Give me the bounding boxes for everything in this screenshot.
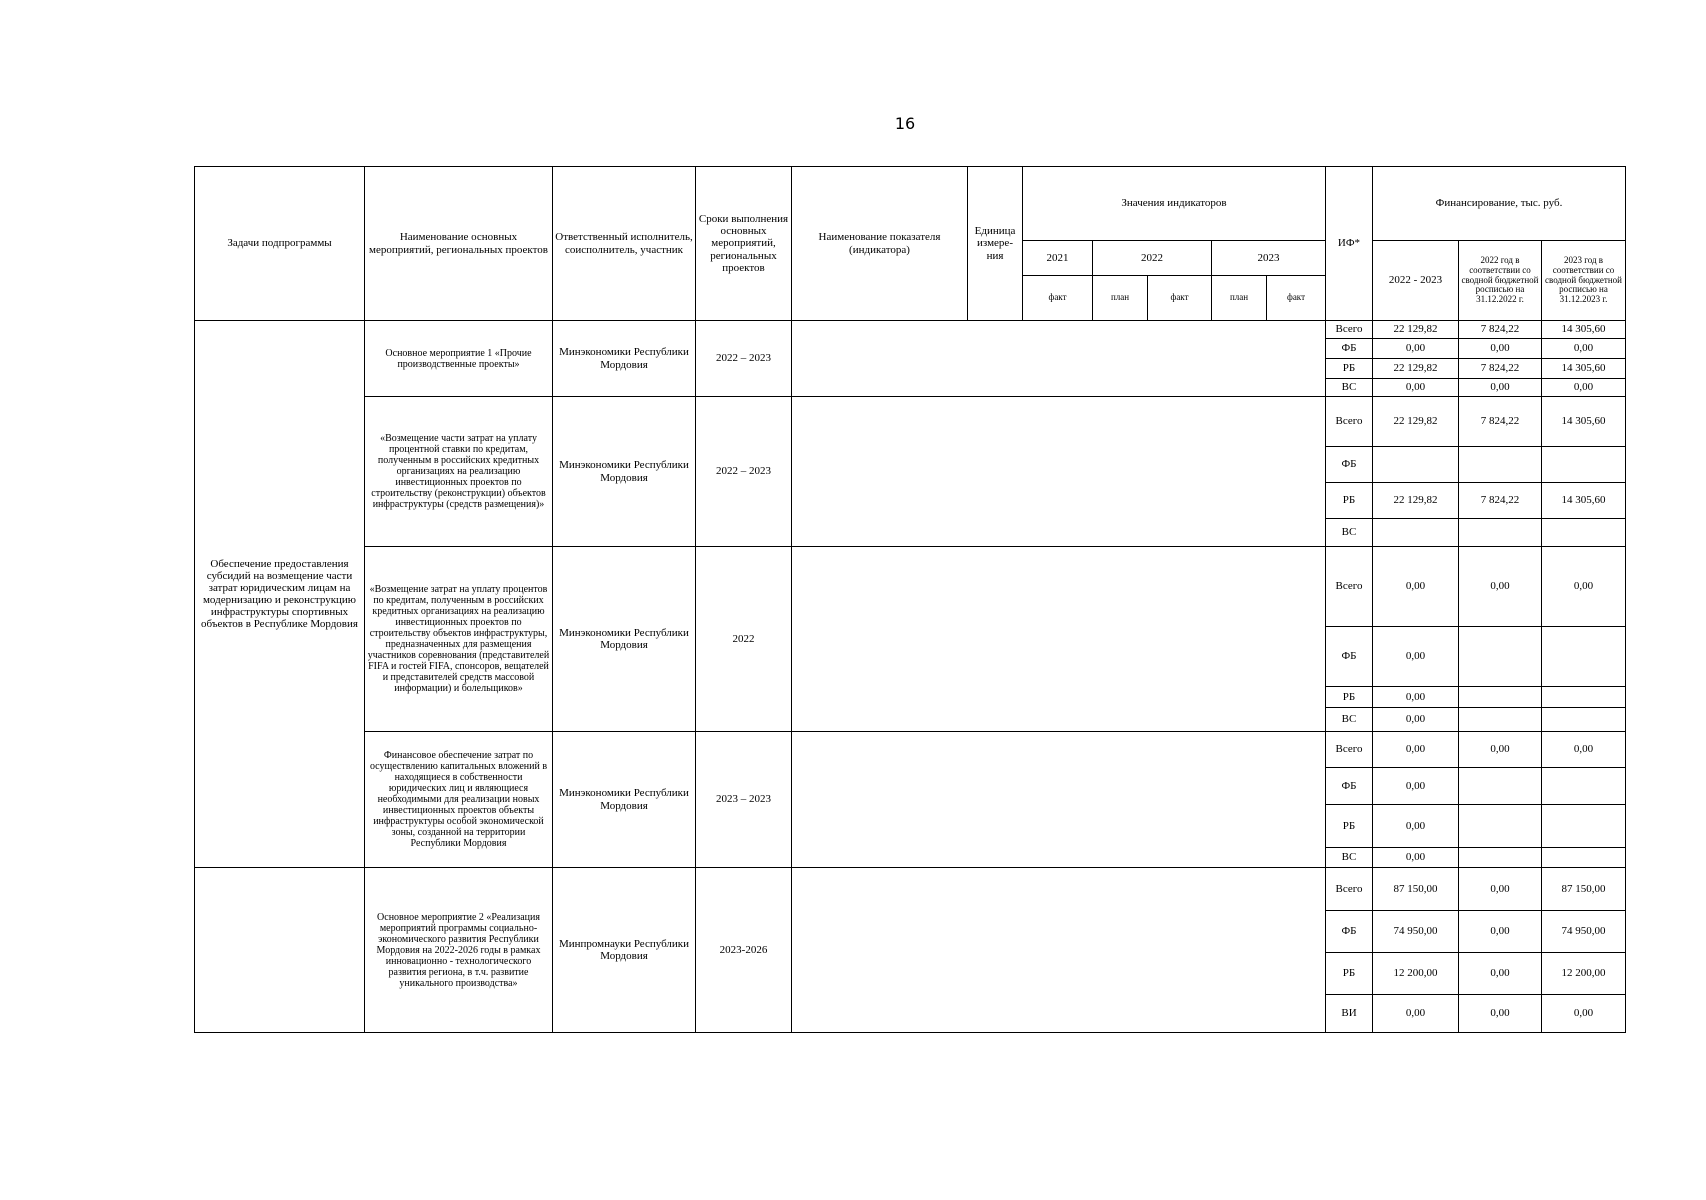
- fin-total: 0,00: [1373, 848, 1459, 868]
- fin-2022: [1459, 519, 1542, 547]
- header-tasks: Задачи подпрограммы: [195, 167, 365, 321]
- if-cell: РБ: [1326, 687, 1373, 708]
- if-cell: Всего: [1326, 397, 1373, 447]
- fin-2022: 7 824,22: [1459, 359, 1542, 379]
- indicator-empty-area: [792, 732, 1326, 868]
- activity-name: «Возмещение затрат на уплату процентов по кредитам, полученным в российских кредитных организациях на реализацию инвестиционных проектов по строительству объектов инфраструктуры, предназначенных для размещения участников соревнования (представителей FIFA и гостей FIFA, спонсоров, вещателей и представителей средств массовой информации) и болельщиков»: [365, 547, 553, 732]
- header-indicator-name: Наименование показателя (индикатора): [792, 167, 968, 321]
- program-table: [194, 166, 1626, 1033]
- fin-2022: 7 824,22: [1459, 397, 1542, 447]
- fin-2022: [1459, 447, 1542, 483]
- fin-total: 22 129,82: [1373, 321, 1459, 339]
- fin-2022: [1459, 805, 1542, 848]
- indicator-empty-area: [792, 547, 1326, 732]
- fin-2022: 0,00: [1459, 379, 1542, 397]
- header-terms: Сроки выполнения основных мероприятий, региональных проектов: [696, 167, 792, 321]
- header-fin-2022: 2022 год в соответствии со сводной бюджетной росписью на 31.12.2022 г.: [1459, 241, 1542, 321]
- activity-name: Основное мероприятие 2 «Реализация мероприятий программы социально-экономического развития Республики Мордовия на 2022-2026 годы в рамках инновационно - технологического развития региона, в т.ч. развитие уникального производства»: [365, 868, 553, 1033]
- fin-2023: 0,00: [1542, 995, 1626, 1033]
- header-year-2022: 2022: [1093, 241, 1212, 276]
- header-year-2021: 2021: [1023, 241, 1093, 276]
- fin-2022: 0,00: [1459, 995, 1542, 1033]
- fin-total: 74 950,00: [1373, 911, 1459, 953]
- activity-executor: Минэкономики Республики Мордовия: [553, 547, 696, 732]
- fin-2022: 0,00: [1459, 339, 1542, 359]
- fin-2023: [1542, 447, 1626, 483]
- activity-executor: Минэкономики Республики Мордовия: [553, 321, 696, 397]
- header-fin-2023: 2023 год в соответствии со сводной бюджетной росписью на 31.12.2023 г.: [1542, 241, 1626, 321]
- fin-total: 87 150,00: [1373, 868, 1459, 911]
- header-sub-fact: факт: [1267, 276, 1326, 321]
- header-unit: Единица измере-ния: [968, 167, 1023, 321]
- activity-term: 2023 – 2023: [696, 732, 792, 868]
- fin-total: 0,00: [1373, 995, 1459, 1033]
- fin-2023: 0,00: [1542, 732, 1626, 768]
- activity-name: «Возмещение части затрат на уплату процентной ставки по кредитам, полученным в российских кредитных организациях на реализацию инвестиционных проектов по строительству (реконструкции) объектов инфраструктуры (средств размещения)»: [365, 397, 553, 547]
- indicator-empty-area: [792, 397, 1326, 547]
- fin-2022: [1459, 708, 1542, 732]
- fin-2022: 0,00: [1459, 911, 1542, 953]
- fin-total: 0,00: [1373, 687, 1459, 708]
- fin-2023: 0,00: [1542, 379, 1626, 397]
- fin-2023: [1542, 768, 1626, 805]
- fin-total: 22 129,82: [1373, 359, 1459, 379]
- fin-2022: 0,00: [1459, 953, 1542, 995]
- fin-2022: [1459, 848, 1542, 868]
- fin-total: 0,00: [1373, 708, 1459, 732]
- fin-2023: [1542, 627, 1626, 687]
- if-cell: РБ: [1326, 483, 1373, 519]
- activity-term: 2023-2026: [696, 868, 792, 1033]
- page-number: 16: [894, 114, 916, 133]
- header-sub-fact: факт: [1148, 276, 1212, 321]
- task-cell-empty: [195, 868, 365, 1033]
- fin-total: 0,00: [1373, 805, 1459, 848]
- fin-2022: 0,00: [1459, 732, 1542, 768]
- header-sub-plan: план: [1093, 276, 1148, 321]
- fin-2023: 87 150,00: [1542, 868, 1626, 911]
- if-cell: Всего: [1326, 732, 1373, 768]
- if-cell: ВС: [1326, 379, 1373, 397]
- fin-total: 0,00: [1373, 339, 1459, 359]
- activity-term: 2022 – 2023: [696, 321, 792, 397]
- fin-total: 0,00: [1373, 732, 1459, 768]
- header-activities: Наименование основных мероприятий, региональных проектов: [365, 167, 553, 321]
- fin-2022: [1459, 768, 1542, 805]
- if-cell: Всего: [1326, 868, 1373, 911]
- header-year-2023: 2023: [1212, 241, 1326, 276]
- header-sub-fact: факт: [1023, 276, 1093, 321]
- fin-2023: [1542, 708, 1626, 732]
- activity-term: 2022: [696, 547, 792, 732]
- fin-total: 12 200,00: [1373, 953, 1459, 995]
- indicator-empty-area: [792, 868, 1326, 1033]
- task-cell: Обеспечение предоставления субсидий на возмещение части затрат юридическим лицам на модернизацию и реконструкцию инфраструктуры спортивных объектов в Республике Мордовия: [195, 321, 365, 868]
- fin-2023: 0,00: [1542, 339, 1626, 359]
- fin-total: 22 129,82: [1373, 483, 1459, 519]
- header-fin-total: 2022 - 2023: [1373, 241, 1459, 321]
- if-cell: ФБ: [1326, 627, 1373, 687]
- header-sub-plan: план: [1212, 276, 1267, 321]
- fin-2023: [1542, 805, 1626, 848]
- fin-2023: 74 950,00: [1542, 911, 1626, 953]
- fin-2022: 0,00: [1459, 868, 1542, 911]
- fin-2023: 14 305,60: [1542, 397, 1626, 447]
- if-cell: ВС: [1326, 708, 1373, 732]
- fin-total: [1373, 447, 1459, 483]
- if-cell: ВС: [1326, 848, 1373, 868]
- if-cell: Всего: [1326, 547, 1373, 627]
- fin-2023: [1542, 848, 1626, 868]
- if-cell: ВИ: [1326, 995, 1373, 1033]
- header-executor: Ответственный исполнитель, соисполнитель, участник: [553, 167, 696, 321]
- activity-executor: Минэкономики Республики Мордовия: [553, 397, 696, 547]
- if-cell: РБ: [1326, 359, 1373, 379]
- if-cell: ФБ: [1326, 911, 1373, 953]
- fin-2023: 14 305,60: [1542, 483, 1626, 519]
- fin-2023: [1542, 519, 1626, 547]
- activity-name: Основное мероприятие 1 «Прочие производственные проекты»: [365, 321, 553, 397]
- fin-total: 0,00: [1373, 379, 1459, 397]
- header-if: ИФ*: [1326, 167, 1373, 321]
- header-indicator-values: Значения индикаторов: [1023, 167, 1326, 241]
- fin-2022: 0,00: [1459, 547, 1542, 627]
- fin-2022: 7 824,22: [1459, 483, 1542, 519]
- fin-2023: [1542, 687, 1626, 708]
- if-cell: РБ: [1326, 953, 1373, 995]
- fin-2023: 14 305,60: [1542, 359, 1626, 379]
- fin-total: 0,00: [1373, 547, 1459, 627]
- fin-2022: [1459, 627, 1542, 687]
- if-cell: ФБ: [1326, 768, 1373, 805]
- if-cell: ВС: [1326, 519, 1373, 547]
- if-cell: ФБ: [1326, 447, 1373, 483]
- indicator-empty-area: [792, 321, 1326, 397]
- fin-total: 0,00: [1373, 768, 1459, 805]
- activity-executor: Минпромнауки Республики Мордовия: [553, 868, 696, 1033]
- fin-total: 0,00: [1373, 627, 1459, 687]
- if-cell: Всего: [1326, 321, 1373, 339]
- activity-name: Финансовое обеспечение затрат по осуществлению капитальных вложений в находящиеся в собственности юридических лиц и являющиеся необходимыми для реализации новых инвестиционных проектов объекты инфраструктуры особой экономической зоны, созданной на территории Республики Мордовия: [365, 732, 553, 868]
- activity-term: 2022 – 2023: [696, 397, 792, 547]
- activity-executor: Минэкономики Республики Мордовия: [553, 732, 696, 868]
- fin-2022: [1459, 687, 1542, 708]
- fin-2022: 7 824,22: [1459, 321, 1542, 339]
- fin-2023: 14 305,60: [1542, 321, 1626, 339]
- if-cell: РБ: [1326, 805, 1373, 848]
- fin-total: 22 129,82: [1373, 397, 1459, 447]
- fin-2023: 0,00: [1542, 547, 1626, 627]
- fin-2023: 12 200,00: [1542, 953, 1626, 995]
- fin-total: [1373, 519, 1459, 547]
- header-financing: Финансирование, тыс. руб.: [1373, 167, 1626, 241]
- if-cell: ФБ: [1326, 339, 1373, 359]
